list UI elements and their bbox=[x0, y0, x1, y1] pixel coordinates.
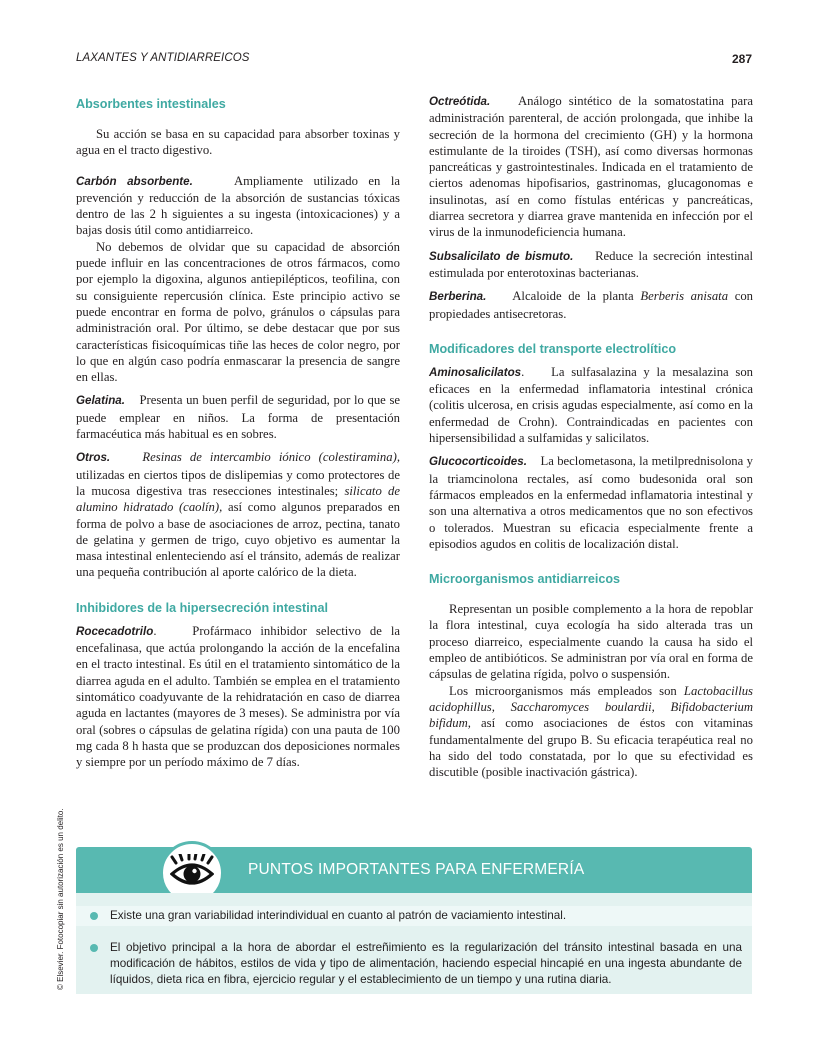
aminosalicilatos-paragraph: Aminosalicilatos. La sulfasalazina y la mesalazina son eficaces en la enfermedad inflamatoria intestinal crónica (colitis ulcerosa, en crisis agudas especialmente, así como en la enfermedad de Crohn). Contraindicadas en pacientes con hipersensibilidad a sulfamidas y salicilatos. bbox=[429, 364, 754, 446]
otros-term: Otros. bbox=[76, 451, 111, 465]
bullet-dot bbox=[90, 912, 98, 920]
nursing-box-title: PUNTOS IMPORTANTES PARA ENFERMERÍA bbox=[248, 861, 585, 878]
berberina-text-2: con propiedades antisecretoras. bbox=[429, 289, 754, 321]
octreotida-paragraph bbox=[429, 93, 753, 241]
rocecadotrilo-paragraph: Rocecadotrilo. Profármaco inhibidor selectivo de la encefalinasa, que actúa prolongando la acción de la encefalina en el tracto intestinal. Es útil en el tratamiento sintomático de la diarrea aguda en el adulto. También se emplea en el tratamiento sintomático coadyuvante de la rehidratación en caso de diarrea aguda en lactantes (mayores de 3 meses). Se administra por vía oral (sobres o cápsulas de gelatina rígida) con una pauta de 100 mg cada 8 h hasta que se produzcan dos deposiciones normales y siempre por un período máximo de 7 días. bbox=[76, 623, 400, 770]
rocecadotrilo-term: Rocecadotrilo bbox=[76, 624, 154, 638]
microorganismos-paragraph-2 bbox=[429, 683, 753, 781]
nursing-bullet-text: Existe una gran variabilidad interindividual en cuanto al patrón de vaciamiento intestinal. bbox=[110, 909, 567, 922]
gelatina-text: Presenta un buen perfil de seguridad, por lo que se puede emplear en niños. La forma de presentación farmacéutica más habitual es en sobres. bbox=[76, 393, 401, 442]
octreotida-term: Octreótida. bbox=[429, 95, 491, 108]
aminosalicilatos-term: Aminosalicilatos bbox=[429, 365, 522, 379]
microorganismos-species: Lactobacillus acidophillus, Saccharomyces boulardii, Bifidobacterium bifidum, bbox=[429, 683, 753, 731]
otros-text-2: así como algunos preparados en forma de polvo a base de asociaciones de arroz, pectina, tanato de gelatina y germen de trigo, cuyo objetivo es aumentar la masa intestinal enlenteciendo así el tránsito, además de realizar una pequeña contribución al aporte calórico de la dieta. bbox=[76, 500, 400, 580]
berberina-text-1: Alcaloide de la planta bbox=[512, 289, 634, 304]
glucocorticoides-text: La beclometasona, la metilprednisolona y la triamcinolona rectales, así como budesonida oral son fármacos empleados en la enfermedad inflamatoria intestinal y son una alternativa a otros medicamentos que no son efectivos o tolerados. Muestran su eficacia especialmente frente a episodios agudos en colitis de localización distal. bbox=[429, 454, 753, 551]
gelatina-paragraph bbox=[76, 392, 400, 442]
carbon-paragraph-2: No debemos de olvidar que su capacidad de absorción puede influir en las concentraciones de otros fármacos, como por ejemplo la digoxina, algunos antiepilépticos, teofilina, con su consiguiente repercusión clínica. Este principio activo se puede encontrar en forma de polvo, gránulos o cápsulas para administración oral. Por último, se debe destacar que por sus características fisicoquímicas tiñe las heces de color negro, por lo que en algún caso podría enmascarar la presencia de sangre en ellas. bbox=[76, 239, 400, 385]
subsalicilato-paragraph bbox=[429, 248, 753, 282]
nursing-bullet bbox=[76, 906, 752, 926]
subsalicilato-term: Subsalicilato de bismuto. bbox=[429, 249, 574, 263]
subsalicilato-text: Reduce la secreción intestinal estimulada por enterotoxinas bacterianas. bbox=[429, 248, 753, 280]
otros-text-1: utilizadas en ciertos tipos de dislipemias y como protectores de la mucosa digestiva tras resecciones intestinales; bbox=[76, 467, 400, 498]
carbon-paragraph bbox=[76, 173, 400, 239]
section-heading-microorganismos: Microorganismos antidiarreicos bbox=[429, 572, 621, 587]
rocecadotrilo-text: Profármaco inhibidor selectivo de la encefalinasa, que actúa prolongando la acción de la encefalina en el tracto intestinal. Es útil en el tratamiento sintomático de la diarrea aguda en el adulto. También se emplea en el tratamiento sintomático coadyuvante de la rehidratación en caso de diarrea aguda en lactantes (mayores de 3 meses). Se administra por vía oral (sobres o cápsulas de gelatina rígida) con una pauta de 100 mg cada 8 h hasta que se produzcan dos deposiciones normales y siempre por un período máximo de 7 días. bbox=[76, 623, 400, 770]
microorganismos-paragraph-1: Representan un posible complemento a la hora de repoblar la flora intestinal, cuya ecología ha sido alterada tras un proceso diarreico, especialmente cuando la causa ha sido el empleo de antibióticos. Se administran por vía oral en forma de cápsulas de gelatina rígida, polvo o suspensión. bbox=[429, 602, 753, 682]
section-heading-modificadores: Modificadores del transporte electrolítico bbox=[429, 341, 677, 356]
left-column bbox=[76, 93, 400, 770]
nursing-bullet-text: El objetivo principal a la hora de abordar el estreñimiento es la regularización del tránsito intestinal basada en una modificación de hábitos, estilos de vida y tipo de alimentación, haciendo especial hincapié en una ingesta abundante de líquidos, dieta rica en fibra, ejercicio regular y el establecimiento de un tiempo y una rutina diaria. bbox=[110, 941, 742, 986]
bullet-dot bbox=[90, 944, 98, 952]
copyright-notice: © Elsevier. Fotocopiar sin autorización es un delito. bbox=[56, 808, 65, 990]
page-number: 287 bbox=[731, 52, 752, 66]
otros-paragraph bbox=[76, 449, 400, 580]
berberina-italic: Berberis anisata bbox=[640, 289, 729, 304]
running-title: LAXANTES Y ANTIDIARREICOS bbox=[76, 52, 250, 64]
gelatina-term: Gelatina. bbox=[76, 394, 125, 408]
absorbentes-intro: Su acción se basa en su capacidad para absorber toxinas y agua en el tracto digestivo. bbox=[76, 127, 400, 158]
aminosalicilatos-text: La sulfasalazina y la mesalazina son eficaces en la enfermedad inflamatoria intestinal crónica (colitis ulcerosa, en crisis agudas especialmente, así como en la enfermedad de Crohn). Contraindicadas en pacientes con hipersensibilidad a sulfamidas y salicilatos. bbox=[429, 364, 754, 446]
microorganismos-text-b: así como asociaciones de éstos con vitaminas fundamentalmente del grupo B. Su eficacia terapéutica real no ha sido del todo constatada, por lo que su efectividad es discutible (posible inactivación gástrica). bbox=[429, 716, 753, 780]
running-head bbox=[76, 52, 752, 68]
carbon-term: Carbón absorbente. bbox=[76, 174, 193, 188]
section-heading-inhibidores: Inhibidores de la hipersecreción intestinal bbox=[76, 600, 328, 615]
berberina-term: Berberina. bbox=[429, 290, 487, 304]
carbon-text: Ampliamente utilizado en la prevención y reducción de la absorción de sustancias tóxicas dentro de las 2 h siguientes a su ingesta (intoxicaciones) y a bajas dosis útil como antidiarreico. bbox=[76, 173, 400, 238]
section-heading-absorbentes: Absorbentes intestinales bbox=[76, 97, 226, 111]
nursing-points-box bbox=[76, 847, 752, 994]
eye-icon bbox=[170, 854, 214, 888]
microorganismos-text-a: Los microorganismos más empleados son bbox=[449, 683, 677, 698]
glucocorticoides-paragraph bbox=[429, 453, 753, 552]
otros-italic-2: silicato de alumino hidratado (caolín), bbox=[76, 483, 400, 515]
right-column bbox=[429, 93, 753, 780]
berberina-paragraph bbox=[429, 288, 753, 322]
glucocorticoides-term: Glucocorticoides. bbox=[429, 455, 527, 469]
otros-italic-1: Resinas de intercambio iónico (colestiramina), bbox=[142, 450, 400, 465]
octreotida-text: Análogo sintético de la somatostatina para administración parenteral, de acción prolongada, que inhibe la secreción de la hormona del crecimiento (GH) y la hormona estimulante de la tiroides (TSH), así como diversas hormonas pancreáticas y gastrointestinales. Indicada en el tratamiento de ciertos adenomas hipofisarios, gastrinomas, glucagonomas e insulinotas, así en como fístulas entéricas y pancreáticas, diarrea secretora y diarrea grave mantenida en infección por el virus de la inmunodeficiencia humana. bbox=[429, 94, 753, 240]
